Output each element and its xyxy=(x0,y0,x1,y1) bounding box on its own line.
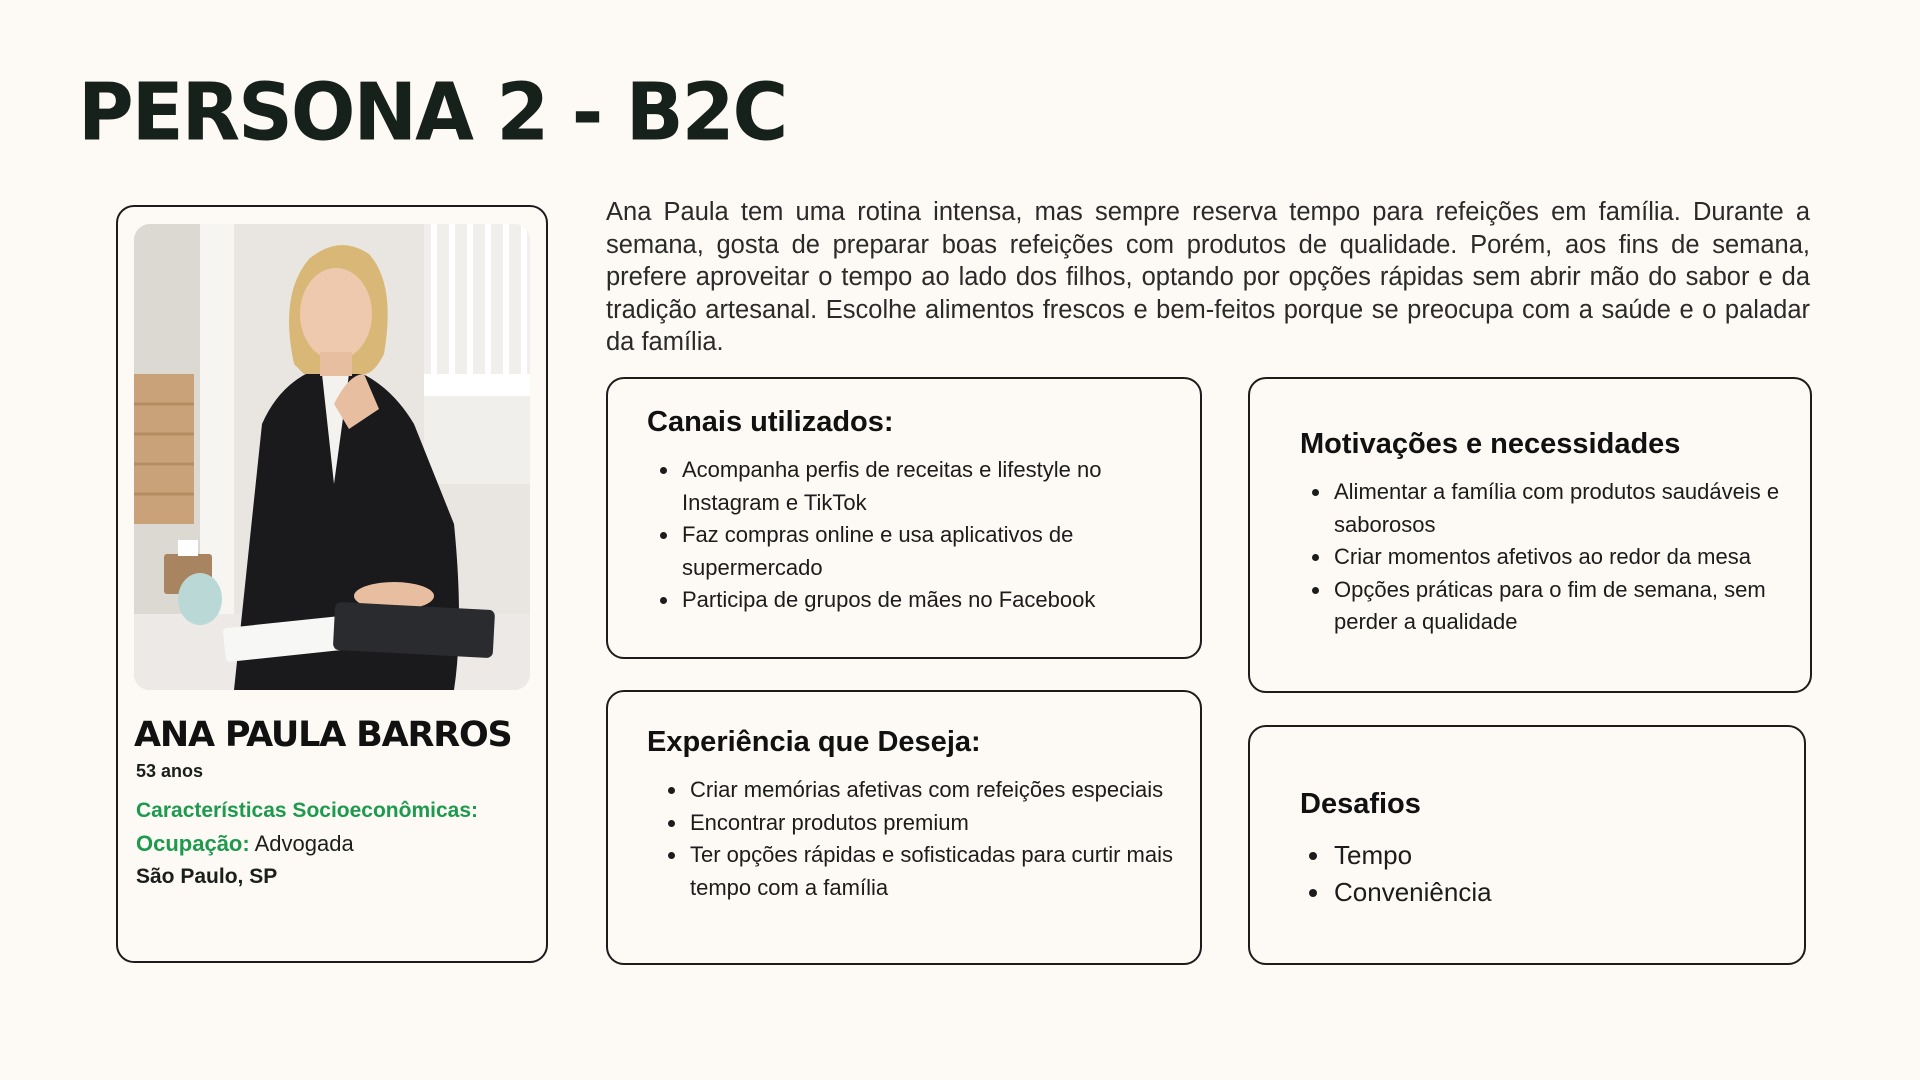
experiencia-list xyxy=(658,774,1188,904)
list-item: • Opções práticas para o fim de semana, sem perder a qualidade xyxy=(1332,574,1822,639)
motivacoes-title: Motivações e necessidades xyxy=(1300,428,1681,460)
motivacoes-list xyxy=(1302,476,1822,639)
list-item: • Criar memórias afetivas com refeições especiais xyxy=(688,774,1188,807)
experiencia-card xyxy=(606,690,1202,965)
canais-title: Canais utilizados: xyxy=(647,406,894,438)
list-item: • Encontrar produtos premium xyxy=(688,807,1188,840)
list-item: • Faz compras online e usa aplicativos de supermercado xyxy=(680,519,1200,584)
occupation-label: Ocupação: xyxy=(136,831,250,856)
canais-list xyxy=(650,454,1200,617)
profile-name: ANA PAULA BARROS xyxy=(134,715,512,755)
list-item: • Conveniência xyxy=(1332,874,1792,911)
socioeconomic-heading: Características Socioeconômicas: xyxy=(136,799,478,822)
page-title: PERSONA 2 - B2C xyxy=(78,64,787,159)
desafios-list xyxy=(1302,837,1792,911)
list-item: • Tempo xyxy=(1332,837,1792,874)
list-item: • Acompanha perfis de receitas e lifestyle no Instagram e TikTok xyxy=(680,454,1200,519)
experiencia-title: Experiência que Deseja: xyxy=(647,726,981,758)
canais-card xyxy=(606,377,1202,659)
occupation xyxy=(136,831,354,857)
motivacoes-card xyxy=(1248,377,1812,693)
portrait-photo xyxy=(134,224,530,690)
occupation-value: Advogada xyxy=(249,831,354,856)
profile-location: São Paulo, SP xyxy=(136,865,278,888)
list-item: • Alimentar a família com produtos saudáveis e saborosos xyxy=(1332,476,1822,541)
persona-description: Ana Paula tem uma rotina intensa, mas sempre reserva tempo para refeições em família. Durante a semana, gosta de preparar boas refeições com produtos de qualidade. Porém, aos fins de semana, prefere aproveitar o tempo ao lado dos filhos, optando por opções rápidas sem abrir mão do sabor e da tradição artesanal. Escolhe alimentos frescos e bem-feitos porque se preocupa com a saúde e o paladar da família. xyxy=(606,198,1810,356)
profile-age: 53 anos xyxy=(136,761,204,781)
list-item: • Ter opções rápidas e sofisticadas para curtir mais tempo com a família xyxy=(688,839,1188,904)
profile-card xyxy=(116,205,548,963)
desafios-title: Desafios xyxy=(1300,788,1421,820)
desafios-card xyxy=(1248,725,1806,965)
list-item: • Participa de grupos de mães no Facebook xyxy=(680,584,1200,617)
list-item: • Criar momentos afetivos ao redor da mesa xyxy=(1332,541,1822,574)
